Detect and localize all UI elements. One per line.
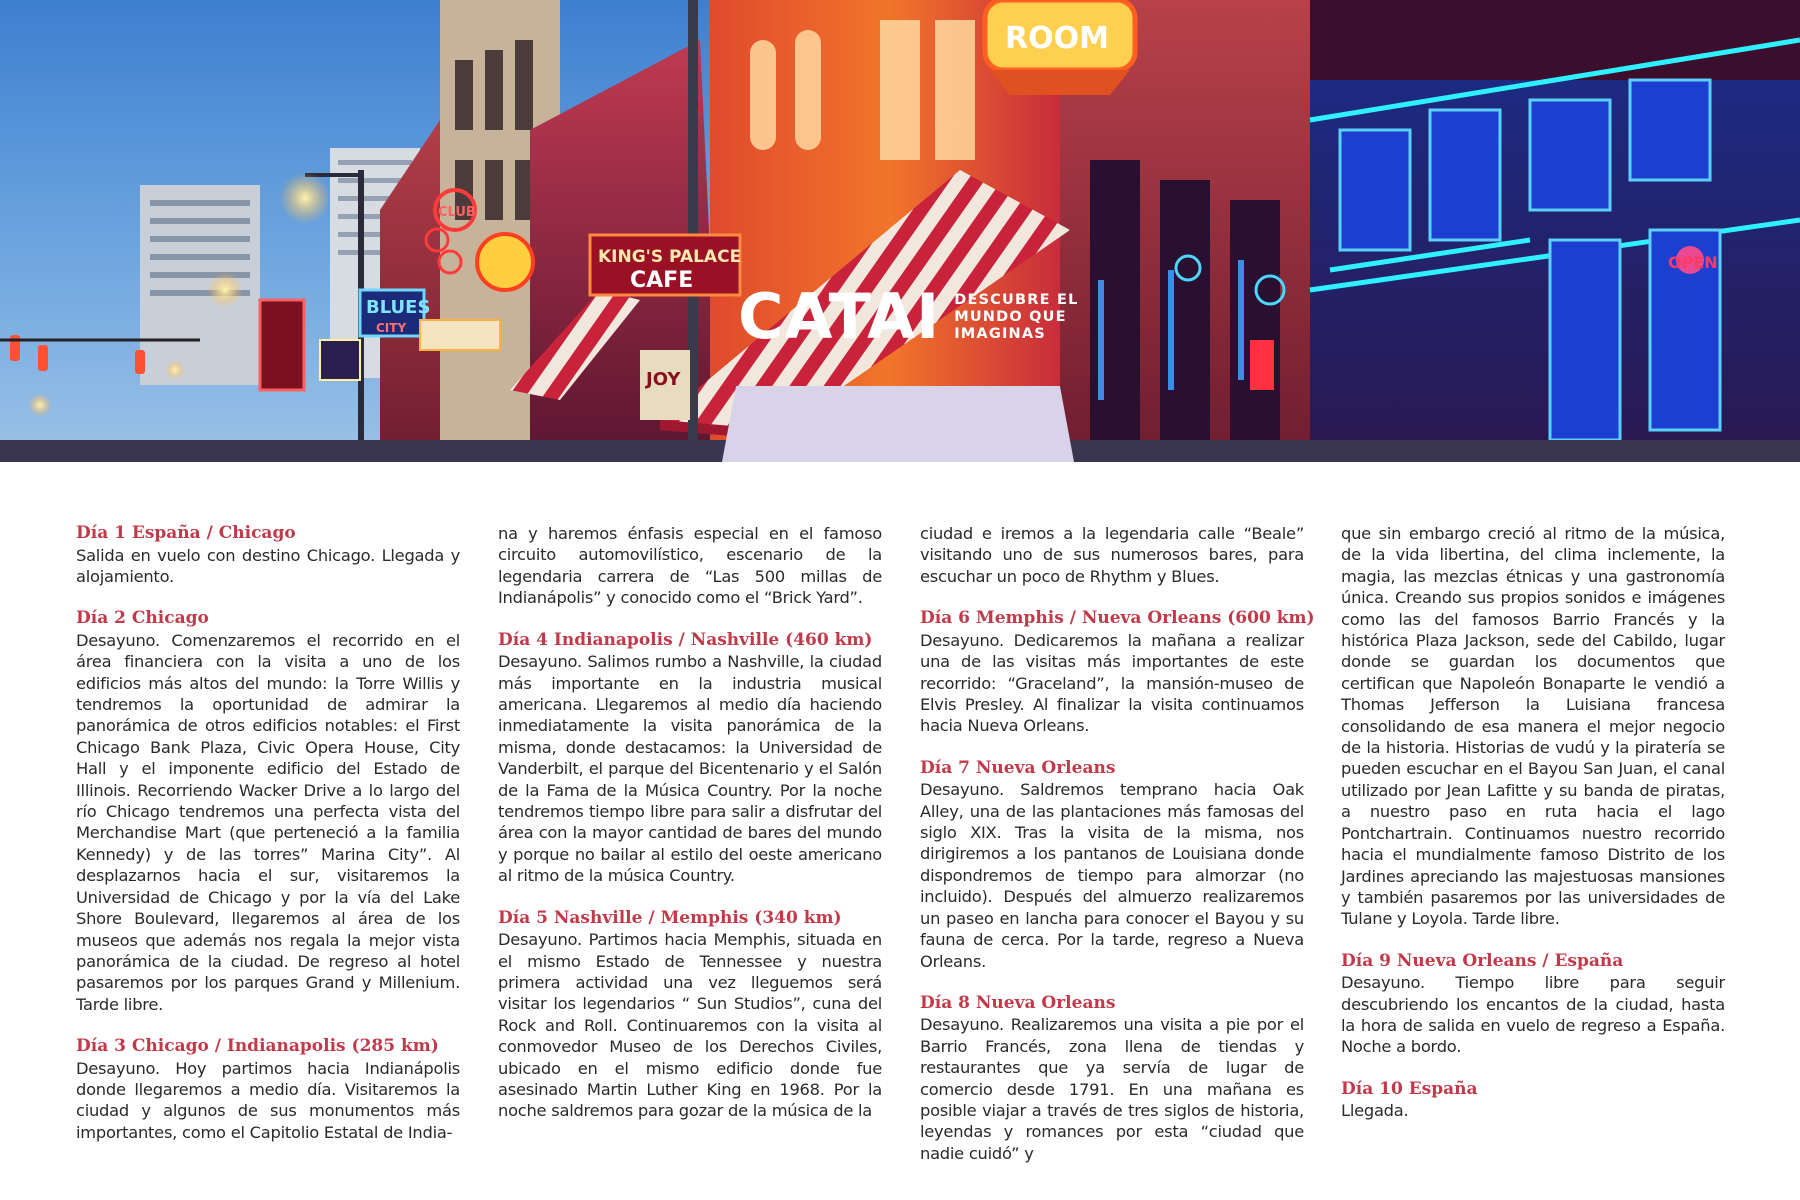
itinerary-column-4 bbox=[1341, 523, 1725, 1143]
day-description: que sin embargo creció al ritmo de la música, de la vida libertina, del clima inclemente, la magia, las mezclas étnicas y una gastronomía única. Creando sus propios sonidos e imágenes como las del famosos Barrio Francés y la histórica Plaza Jackson, sede del Cabildo, lugar donde se guardan los documentos que certifican que Napoleón Bonaparte le vendió a Thomas Jefferson la Luisiana francesa consolidando de esa manera el mejor negocio de la historia. Historias de vudú y la piratería se pueden escuchar en el Bayou San Juan, el canal utilizado por Jean Lafitte y su banda de piratas, a nuestro paso en ruta hacia el lago Pontchartrain. Continuamos nuestro recorrido hacia el mundialmente famoso Distrito de los Jardines apreciando las majestuosas mansiones y también pasaremos por las universidades de Tulane y Loyola. Tarde libre. bbox=[1341, 524, 1725, 929]
day-block bbox=[920, 993, 1304, 1164]
day-block bbox=[920, 758, 1304, 972]
open-sign: OPEN bbox=[1668, 253, 1718, 272]
day-description: Desayuno. Dedicaremos la mañana a realizar una de las visitas más importantes de este recorrido: “Graceland”, la mansión-museo de Elvis Presley. Al finalizar la visita continuamos hacia Nueva Orleans. bbox=[920, 630, 1304, 736]
catai-logo bbox=[738, 280, 1079, 353]
day-description: Salida en vuelo con destino Chicago. Llegada y alojamiento. bbox=[76, 545, 460, 586]
day-description: Desayuno. Salimos rumbo a Nashville, la ciudad más importante en la industria musical americana. Llegaremos al medio día haciendo inmediatamente la visita panorámica de la misma, donde destacamos: la Universidad de Vanderbilt, el parque del Bicentenario y el Salón de la Fama de la Música Country. Por la noche tendremos tiempo libre para salir a disfrutar del área con la mayor cantidad de bares del mundo y porque no bailar al estilo del oeste americano al ritmo de la música Country. bbox=[498, 652, 882, 886]
tagline-line: MUNDO QUE bbox=[954, 308, 1067, 325]
day-description: ciudad e iremos a la legendaria calle “Beale” visitando uno de sus numerosos bares, para escuchar un poco de Rhythm y Blues. bbox=[920, 524, 1304, 586]
day-title: Día 4 Indianapolis / Nashville (460 km) bbox=[498, 629, 873, 650]
itinerary-column-3 bbox=[920, 523, 1315, 1185]
hero-photo bbox=[0, 0, 1800, 462]
kings-palace-sign: KING'S PALACE bbox=[598, 247, 742, 267]
club-sign: CLUB bbox=[438, 205, 476, 220]
day-description: na y haremos énfasis especial en el famoso circuito automovilístico, escenario de la legendaria carrera de “Las 500 millas de Indianápolis” y conocido como el “Brick Yard”. bbox=[498, 524, 882, 608]
day-title: Día 8 Nueva Orleans bbox=[920, 992, 1116, 1013]
day-description: Desayuno. Saldremos temprano hacia Oak Alley, una de las plantaciones más famosas del siglo XIX. Tras la visita de la misma, nos dirigiremos a los pantanos de Louisiana donde dispondremos de tiempo para almorzar (no incluido). Después del almuerzo realizaremos un paseo en lancha para conocer el Bayou y su fauna de cerca. Por la tarde, regreso a Nueva Orleans. bbox=[920, 780, 1304, 971]
tagline-line: IMAGINAS bbox=[954, 325, 1046, 342]
day-block bbox=[76, 1036, 460, 1143]
itinerary-column-1 bbox=[76, 523, 460, 1164]
day-description: Desayuno. Realizaremos una visita a pie por el Barrio Francés, zona llena de tiendas y restaurantes que ya servía de lugar de comercio desde 1791. En una mañana es posible viajar a través de tres siglos de historia, leyendas y romances por esta “ciudad que nadie cuidó” y bbox=[920, 1015, 1304, 1163]
day-title: Día 9 Nueva Orleans / España bbox=[1341, 950, 1624, 971]
day-title: Día 5 Nashville / Memphis (340 km) bbox=[498, 907, 842, 928]
day-block bbox=[498, 908, 882, 1122]
room-sign: ROOM bbox=[1005, 21, 1109, 56]
tagline-line: DESCUBRE EL bbox=[954, 291, 1079, 308]
day-title: Día 10 España bbox=[1341, 1078, 1478, 1099]
day-title: Día 3 Chicago / Indianapolis (285 km) bbox=[76, 1036, 439, 1057]
day-description: Desayuno. Hoy partimos hacia Indianápolis donde llegaremos a medio día. Visitaremos la ciudad y algunos de sus monumentos más importantes, como el Capitolio Estatal de India- bbox=[76, 1058, 460, 1142]
hero-tab-shape bbox=[722, 386, 1074, 462]
day-title: Día 7 Nueva Orleans bbox=[920, 757, 1116, 778]
day-block bbox=[76, 523, 460, 587]
itinerary-column-2 bbox=[498, 523, 882, 1143]
cafe-sign: CAFE bbox=[630, 268, 694, 293]
day-block bbox=[920, 608, 1315, 737]
day-description: Desayuno. Tiempo libre para seguir descubriendo los encantos de la ciudad, hasta la hora de salida en vuelo de regreso a España. Noche a bordo. bbox=[1341, 973, 1725, 1057]
day-description: Llegada. bbox=[1341, 1101, 1409, 1121]
brand-name: CATAI bbox=[738, 280, 941, 353]
brand-tagline bbox=[954, 292, 1078, 343]
day-title: Día 6 Memphis / Nueva Orleans (600 km) bbox=[920, 608, 1315, 629]
day-block-continued bbox=[498, 523, 882, 609]
city-sign: CITY bbox=[376, 321, 407, 335]
day-title: Día 2 Chicago bbox=[76, 608, 209, 629]
day-block bbox=[498, 630, 882, 887]
day-block-continued bbox=[920, 523, 1304, 587]
day-description: Desayuno. Comenzaremos el recorrido en el área financiera con la visita a uno de los edificios más altos del mundo: la Torre Willis y tendremos la oportunidad de admirar la panorámica de otros edificios notables: el First Chicago Bank Plaza, Civic Opera House, City Hall y el imponente edificio del Estado de Illinois. Recorriendo Wacker Drive a lo largo del río Chicago tendremos una perfecta vista del Merchandise Mart (que perteneció a la familia Kennedy) y de las torres” Marina City”. Al desplazarnos hacia el sur, visitaremos la Universidad de Chicago y por la vía del Lake Shore Boulevard, llegaremos al área de los museos que además nos regala la mejor vista panorámica de la ciudad. De regreso al hotel pasaremos por los parques Grand y Millenium. Tarde libre. bbox=[76, 630, 460, 1014]
day-block bbox=[1341, 951, 1725, 1058]
day-block bbox=[1341, 1079, 1725, 1122]
day-block-continued bbox=[1341, 523, 1725, 930]
day-title: Día 1 España / Chicago bbox=[76, 523, 296, 543]
blues-sign: BLUES bbox=[366, 297, 431, 318]
day-description: Desayuno. Partimos hacia Memphis, situada en el mismo Estado de Tennessee y nuestra primera actividad una vez lleguemos será visitar los legendarios “ Sun Studios”, cuna del Rock and Roll. Continuaremos con la visita al conmovedor Museo de los Derechos Civiles, ubicado en el mismo edificio donde fue asesinado Martin Luther King en 1968. Por la noche saldremos para gozar de la música de la bbox=[498, 930, 882, 1121]
joy-sign: JOY bbox=[646, 369, 681, 390]
day-block bbox=[76, 608, 460, 1015]
